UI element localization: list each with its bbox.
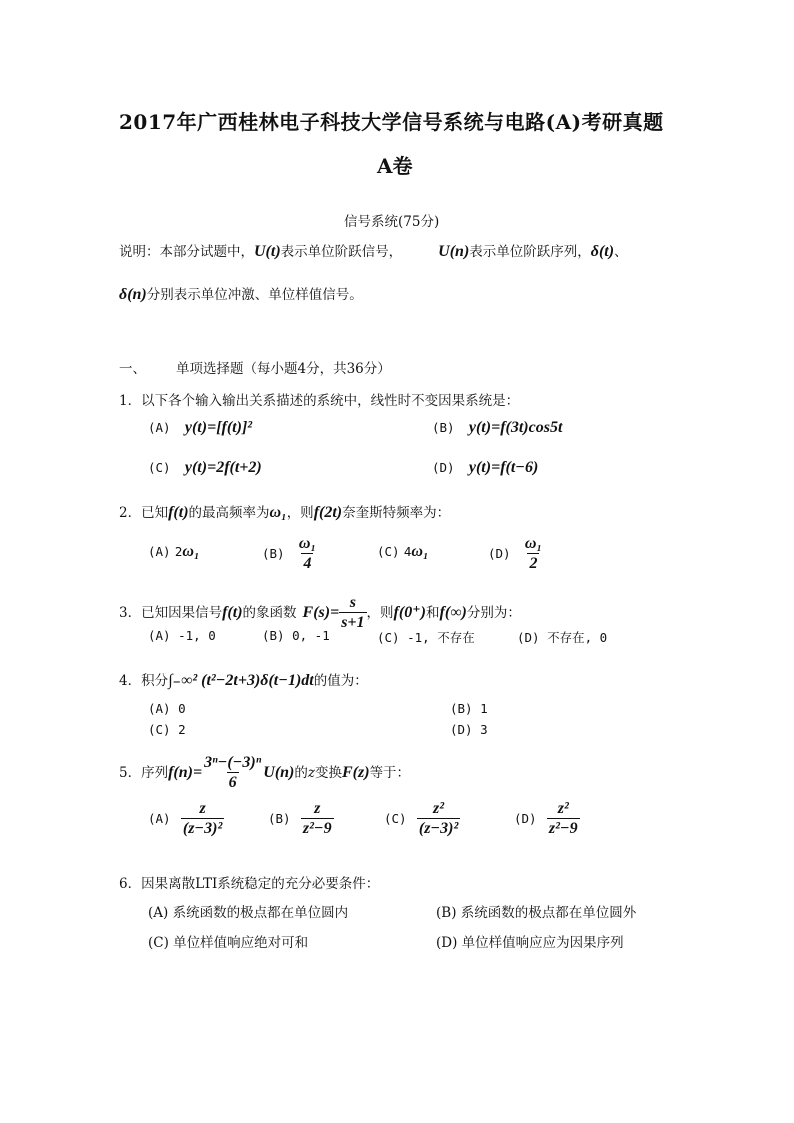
note-mid1: 表示单位阶跃信号， [280,244,403,260]
q6-option-d: (D) 单位样值响应应为因果序列 [436,935,624,951]
q5-c-num: z² [433,800,445,817]
q1-option-c [148,459,262,477]
q3-F-s: F(s)= [302,603,340,621]
q3-f-t: f(t) [222,603,243,621]
q4-p1: 4．积分 [119,673,169,689]
q4-option-b: (B) 1 [450,701,488,716]
q5-a-frac [181,800,224,839]
q5-d-frac [547,800,580,839]
q3-option-a: (A) -1, 0 [148,628,216,643]
q3-option-b: (B) 0, -1 [262,628,330,643]
q2-stem [119,501,450,522]
q5-b-frac [301,800,334,839]
q5-c-den: (z−3)² [418,820,459,838]
q3-p1: 3．已知因果信号 [119,604,223,621]
q5-Fz: F(z) [342,763,370,781]
q2-b-frac [297,535,318,574]
q4-option-c: (C) 2 [148,722,186,737]
page-title: 2017年广西桂林电子科技大学信号系统与电路(A)考研真题 [119,110,664,134]
q2-option-a [148,543,200,561]
note-delta-n: δ(n) [119,286,147,303]
note-sep: 、 [614,244,628,260]
q1-a-label: (A) [148,420,171,435]
q1-d-label: (D) [432,460,455,475]
q5-option-b [268,800,334,839]
q4-stem [119,669,368,690]
q5-fn: f(n)= [168,763,203,781]
q2-f-2t: f(2t) [313,504,343,521]
q5-frac [202,754,263,793]
q1-stem: 1．以下各个输入输出关系描述的系统中，线性时不变因果系统是： [119,393,520,409]
q3-stem [119,594,521,633]
q1-option-a [148,419,252,437]
q5-b-num: z [314,800,321,817]
q2-c-coef: 4 [403,544,412,559]
q2-a-coef: 2 [174,544,183,559]
q5-option-d [514,800,580,839]
q1-c-label: (C) [148,460,171,475]
q5-c-label: (C) [384,810,407,826]
q5-a-label: (A) [148,810,171,826]
q2-b-num: ω₁ [298,535,317,552]
part-title: 单项选择题（每小题4分，共36分） [176,361,391,377]
q5-p1: 5．序列 [119,764,169,781]
q2-d-frac [523,535,544,574]
q5-p4: 等于： [369,764,411,781]
q4-p2: 的值为： [313,673,368,689]
q6-stem: 6．因果离散LTI系统稳定的充分必要条件： [119,876,380,892]
q4-expr: ∫₋∞² (t²−2t+3)δ(t−1)dt [168,672,314,689]
q2-p4: 奈奎斯特频率为： [342,505,451,521]
q5-option-a [148,800,224,839]
q1-d-expr: y(t)=f(t−6) [468,459,539,476]
q5-den: 6 [228,774,237,792]
q1-option-b [432,419,562,437]
q5-num: 3ⁿ−(−3)ⁿ [204,754,262,771]
q2-c-label: (C) [377,544,400,559]
note-u-t: U(t) [254,243,281,260]
page-subtitle: A卷 [377,154,413,178]
q2-p2: 的最高频率为 [188,505,270,521]
q3-p2: 的象函数 [242,604,297,621]
note-tail: 分别表示单位冲激、单位样值信号。 [146,287,363,303]
q5-d-label: (D) [514,810,537,826]
q2-d-num: ω₁ [524,535,543,552]
q5-stem [119,754,410,793]
q5-a-num: z [199,800,206,817]
note-u-n: U(n) [438,243,470,260]
q1-b-label: (B) [432,420,455,435]
q2-d-label: (D) [488,545,511,561]
q5-p3: 变换 [315,764,342,781]
q5-c-frac [417,800,460,839]
q2-w1: ω₁ [269,504,287,521]
q1-a-expr: y(t)=[f(t)]² [184,419,253,436]
part-number: 一、 [119,361,146,377]
q5-z: z [307,764,315,781]
q3-option-d: (D) 不存在, 0 [517,630,608,645]
note-mid2: 表示单位阶跃序列， [469,244,591,260]
q6-option-a: (A) 系统函数的极点都在单位圆内 [148,905,349,921]
q3-p3: ，则 [366,604,394,621]
q5-p2: 的 [294,764,308,781]
q2-option-b [262,535,318,574]
q3-f0: f(0⁺) [393,603,426,621]
q3-den: s+1 [341,614,365,632]
note-delta-t: δ(t) [590,243,615,260]
q1-option-d [432,459,538,477]
q6-option-c: (C) 单位样值响应绝对可和 [148,935,309,951]
q3-p5: 分别为： [466,604,521,621]
q5-d-den: z²−9 [548,820,578,838]
q3-finf: f(∞) [439,603,467,621]
q6-option-b: (B) 系统函数的极点都在单位圆外 [436,905,637,921]
q2-b-den: 4 [303,555,312,573]
q3-num: s [349,594,356,611]
q2-option-d [488,535,544,574]
q2-c-w: ω₁ [411,543,429,560]
q5-b-label: (B) [268,810,291,826]
q5-a-den: (z−3)² [182,820,223,838]
q5-d-num: z² [557,800,569,817]
q2-d-den: 2 [529,555,538,573]
q2-f-t: f(t) [168,504,189,521]
section-heading: 信号系统(75分) [344,214,440,230]
q3-frac [339,594,366,633]
q1-b-expr: y(t)=f(3t)cos5t [468,419,563,436]
q5-option-c [384,800,460,839]
q2-p1: 2．已知 [119,505,169,521]
q1-c-expr: y(t)=2f(t+2) [184,459,262,476]
q4-option-a: (A) 0 [148,701,186,716]
q5-b-den: z²−9 [302,820,332,838]
q3-p4: 和 [425,604,440,621]
q4-option-d: (D) 3 [450,722,488,737]
note-line-2 [119,283,363,304]
q3-option-c: (C) -1, 不存在 [377,630,475,645]
q5-un: U(n) [263,763,295,781]
q2-a-w: ω₁ [182,543,200,560]
note-line-1 [119,240,628,261]
q2-a-label: (A) [148,544,171,559]
q2-b-label: (B) [262,545,285,561]
note-prefix: 说明：本部分试题中， [119,244,254,260]
q2-option-c [377,543,429,561]
q2-p3: ，则 [286,505,314,521]
